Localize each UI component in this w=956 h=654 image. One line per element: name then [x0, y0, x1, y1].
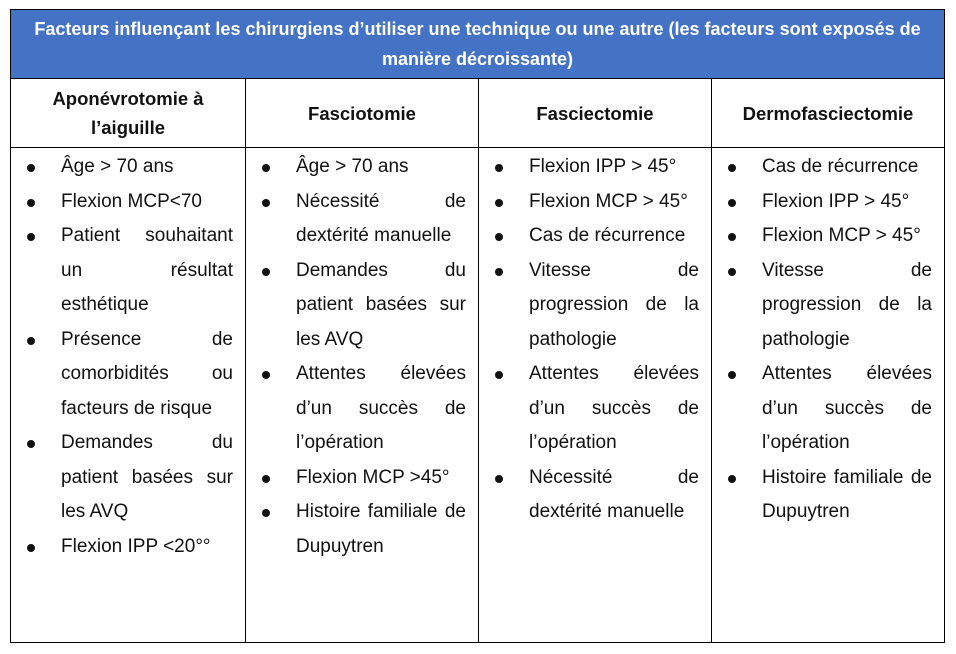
list-item-text: Vitesse de progression de la pathologie: [529, 259, 699, 350]
list-item-text: Flexion IPP <20°°: [61, 535, 211, 557]
body-row: [11, 148, 945, 643]
list-item: [493, 254, 699, 358]
bullet-icon: [27, 544, 35, 552]
bullet-icon: [262, 199, 270, 207]
bullet-icon: [27, 440, 35, 448]
list-item: [493, 185, 699, 220]
bullet-icon: [27, 337, 35, 345]
list-item-text: Histoire familiale de Dupuytren: [762, 466, 932, 522]
bullet-icon: [495, 233, 503, 241]
list-item: [726, 219, 932, 254]
column-dermofasciectomie: [712, 148, 945, 643]
list-item: [260, 357, 466, 461]
list-item: [493, 219, 699, 254]
list-item: [493, 357, 699, 461]
list-item: [726, 185, 932, 220]
bullet-icon: [495, 164, 503, 172]
list-item: [260, 461, 466, 496]
table-title: Facteurs influençant les chirurgiens d’utiliser une technique ou une autre (les facteurs sont exposés de manière décroissante): [11, 10, 945, 79]
bullet-icon: [27, 199, 35, 207]
column-aponevrotomie: [11, 148, 246, 643]
list-item-text: Présence de comorbidités ou facteurs de risque: [61, 328, 233, 419]
list-item: [25, 185, 233, 220]
list-item-text: Âge > 70 ans: [296, 156, 409, 177]
bullet-icon: [728, 371, 736, 379]
list-item-text: Flexion MCP >45°: [296, 466, 450, 488]
bullet-icon: [27, 164, 35, 172]
column-fasciotomie: [246, 148, 479, 643]
bullet-icon: [728, 164, 736, 172]
factors-table: [10, 9, 945, 643]
list-item: [260, 185, 466, 254]
title-row: [11, 10, 945, 79]
list-item-text: Attentes élevées d’un succès de l’opération: [762, 363, 932, 453]
column-header-aponevrotomie: Aponévrotomie à l’aiguille: [11, 79, 246, 148]
list-item-text: Flexion IPP > 45°: [762, 190, 910, 212]
factor-list: [260, 150, 466, 564]
column-fasciectomie: [479, 148, 712, 643]
list-item-text: Attentes élevées d’un succès de l’opération: [529, 363, 699, 453]
list-item-text: Flexion IPP > 45°: [529, 156, 677, 177]
list-item-text: Flexion MCP > 45°: [529, 190, 688, 212]
list-item: [25, 323, 233, 427]
list-item: [726, 150, 932, 185]
bullet-icon: [262, 509, 270, 517]
bullet-icon: [262, 475, 270, 483]
list-item: [726, 461, 932, 530]
list-item-text: Flexion MCP > 45°: [762, 225, 921, 246]
bullet-icon: [262, 164, 270, 172]
factors-table-container: [10, 9, 944, 643]
list-item: [25, 426, 233, 530]
factor-list: [25, 150, 233, 564]
list-item: [25, 530, 233, 565]
list-item-text: Cas de récurrence: [529, 225, 686, 246]
factor-list: [726, 150, 932, 530]
list-item-text: Vitesse de progression de la pathologie: [762, 259, 932, 350]
column-header-fasciectomie: Fasciectomie: [479, 79, 712, 148]
factor-list: [493, 150, 699, 530]
list-item: [726, 254, 932, 358]
list-item-text: Demandes du patient basées sur les AVQ: [61, 432, 233, 522]
list-item-text: Cas de récurrence: [762, 156, 919, 177]
list-item-text: Demandes du patient basées sur les AVQ: [296, 259, 466, 350]
bullet-icon: [262, 268, 270, 276]
list-item: [493, 150, 699, 185]
bullet-icon: [495, 371, 503, 379]
list-item-text: Nécessité de dextérité manuelle: [296, 190, 466, 246]
list-item: [260, 495, 466, 564]
list-item: [493, 461, 699, 530]
header-row: [11, 79, 945, 148]
bullet-icon: [27, 233, 35, 241]
list-item: [25, 150, 233, 185]
bullet-icon: [728, 199, 736, 207]
bullet-icon: [495, 475, 503, 483]
bullet-icon: [728, 268, 736, 276]
list-item: [25, 219, 233, 323]
column-header-dermofasciectomie: Dermofasciectomie: [712, 79, 945, 148]
bullet-icon: [728, 233, 736, 241]
list-item-text: Patient souhaitant un résultat esthétique: [61, 225, 233, 315]
column-header-fasciotomie: Fasciotomie: [246, 79, 479, 148]
bullet-icon: [728, 475, 736, 483]
list-item-text: Attentes élevées d’un succès de l’opération: [296, 363, 466, 453]
list-item-text: Nécessité de dextérité manuelle: [529, 466, 699, 522]
list-item-text: Histoire familiale de Dupuytren: [296, 501, 466, 557]
bullet-icon: [495, 268, 503, 276]
bullet-icon: [495, 199, 503, 207]
list-item-text: Flexion MCP<70: [61, 190, 202, 212]
list-item: [726, 357, 932, 461]
list-item-text: Âge > 70 ans: [61, 156, 174, 177]
bullet-icon: [262, 371, 270, 379]
list-item: [260, 254, 466, 358]
list-item: [260, 150, 466, 185]
